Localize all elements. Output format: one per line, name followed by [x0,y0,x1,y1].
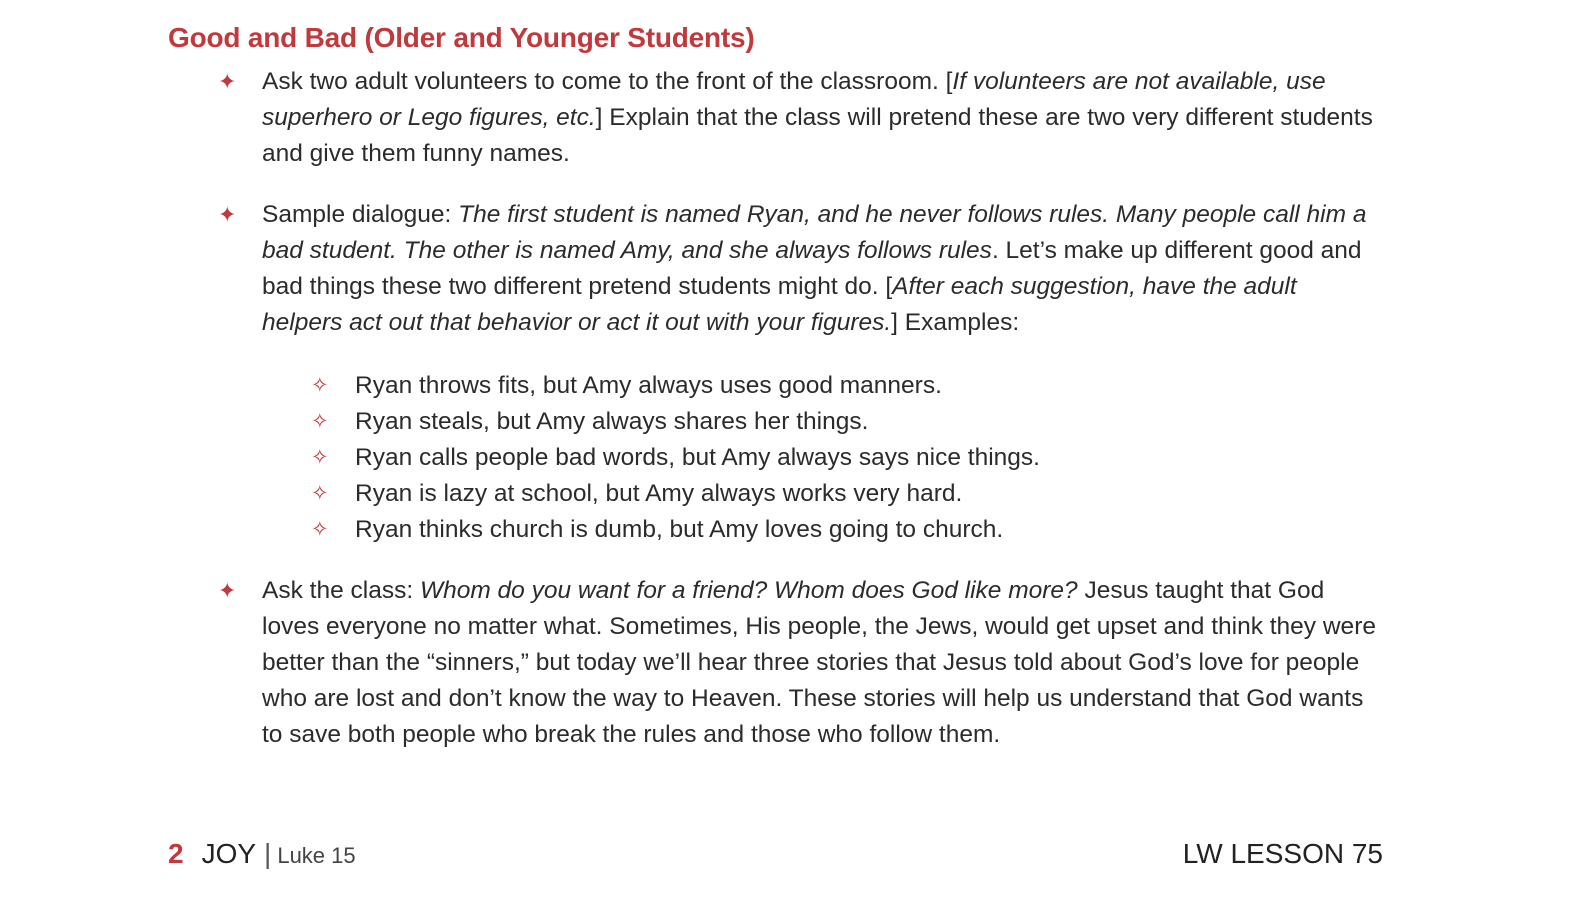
footer-left [168,838,356,870]
footer-separator: | [264,838,272,869]
bullet-item-sample-dialogue [218,197,1378,341]
footer-title: JOY [201,838,257,869]
list-item: ✧ Ryan throws fits, but Amy always uses good manners. [311,368,1311,404]
section-heading: Good and Bad (Older and Younger Students) [168,22,755,53]
bullet-item-ask-class [218,573,1378,753]
four-point-star-outline-icon: ✧ [311,518,329,541]
four-point-star-outline-icon: ✧ [311,374,329,397]
footer-reference: Luke 15 [277,843,356,868]
four-point-star-outline-icon: ✧ [311,446,329,469]
bullet-text: Ask two adult volunteers to come to the front of the classroom. [If volunteers are not available, use superhero or Lego figures, etc.] Explain that the class will pretend these are two very different students and give them funny names. [262,68,1373,167]
bullet-item-volunteers [218,64,1378,172]
footer-lesson: LW LESSON 75 [1182,838,1383,869]
page-number: 2 [168,838,184,869]
four-point-star-outline-icon: ✧ [311,482,329,505]
list-item: ✧ Ryan steals, but Amy always shares her things. [311,404,1311,440]
list-item: ✧ Ryan thinks church is dumb, but Amy loves going to church. [311,512,1311,548]
four-point-star-outline-icon: ✧ [311,410,329,433]
examples-list [311,368,1311,548]
bullet-text: Sample dialogue: The first student is named Ryan, and he never follows rules. Many people call him a bad student. The other is named Amy, and she always follows rules. Let’s make up different good and bad things these two different pretend students might do. [After each suggestion, have the adult helpers act out that behavior or act it out with your figures.] Examples: [262,201,1367,336]
bullet-text: Ask the class: Whom do you want for a friend? Whom does God like more? Jesus taught that God loves everyone no matter what. Sometimes, His people, the Jews, would get upset and think they were better than the “sinners,” but today we’ll hear three stories that Jesus told about God’s love for people who are lost and don’t know the way to Heaven. These stories will help us understand that God wants to save both people who break the rules and those who follow them. [262,577,1376,748]
four-point-star-icon: ✦ [218,578,237,603]
list-item: ✧ Ryan calls people bad words, but Amy always says nice things. [311,440,1311,476]
four-point-star-icon: ✦ [218,69,237,94]
four-point-star-icon: ✦ [218,202,237,227]
list-item: ✧ Ryan is lazy at school, but Amy always works very hard. [311,476,1311,512]
